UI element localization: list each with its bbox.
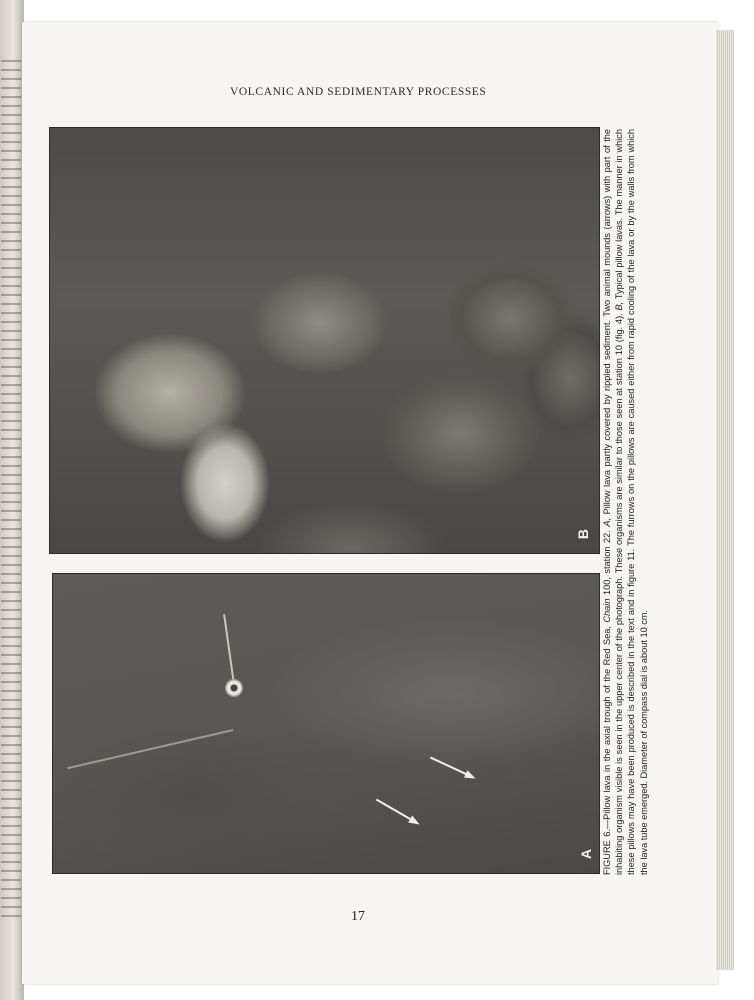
caption-text: Pillow lava partly covered by rippled sediment. Two animal mounds (arrows) with part of the inhabiting organism visible is seen in the upper center of the photograph. These organisms are similar to those seen at station 10 (fig. 4). bbox=[602, 129, 625, 875]
page-stack-edge bbox=[716, 30, 734, 970]
animal-mound-arrow-icon bbox=[374, 796, 421, 828]
figure-caption bbox=[601, 129, 650, 875]
caption-text: —Pillow lava in the axial trough of the Red Sea, bbox=[602, 622, 612, 830]
panel-a-label: A bbox=[578, 848, 595, 860]
caption-ship-name: Chain bbox=[602, 598, 612, 623]
compass-cable bbox=[67, 729, 233, 769]
running-head: VOLCANIC AND SEDIMENTARY PROCESSES bbox=[230, 86, 487, 98]
photo-panel-b bbox=[49, 127, 600, 554]
facing-page-edge bbox=[0, 0, 24, 1000]
facing-page-text bbox=[1, 60, 21, 920]
page-number: 17 bbox=[351, 909, 365, 924]
compass-needle bbox=[223, 614, 235, 684]
photo-panel-a bbox=[52, 573, 600, 874]
caption-text: 100, station 22. bbox=[602, 526, 612, 599]
compass-dial-icon bbox=[225, 679, 243, 697]
caption-panel-b-ref: B, bbox=[614, 301, 625, 311]
caption-panel-a-ref: A, bbox=[602, 517, 612, 527]
panel-b-label: B bbox=[575, 528, 592, 540]
caption-title: FIGURE 6. bbox=[602, 829, 612, 875]
animal-mound-arrow-icon bbox=[429, 754, 478, 782]
caption-text: Typical pillow lavas. The manner in which these pillows may have been produced is described in the text and in figure 11. The furrows on the pillows are caused either from rapid cooling of the lava or by the walls from which the lava tube emerged. Diameter of compass dial is about 10 cm. bbox=[614, 129, 649, 875]
